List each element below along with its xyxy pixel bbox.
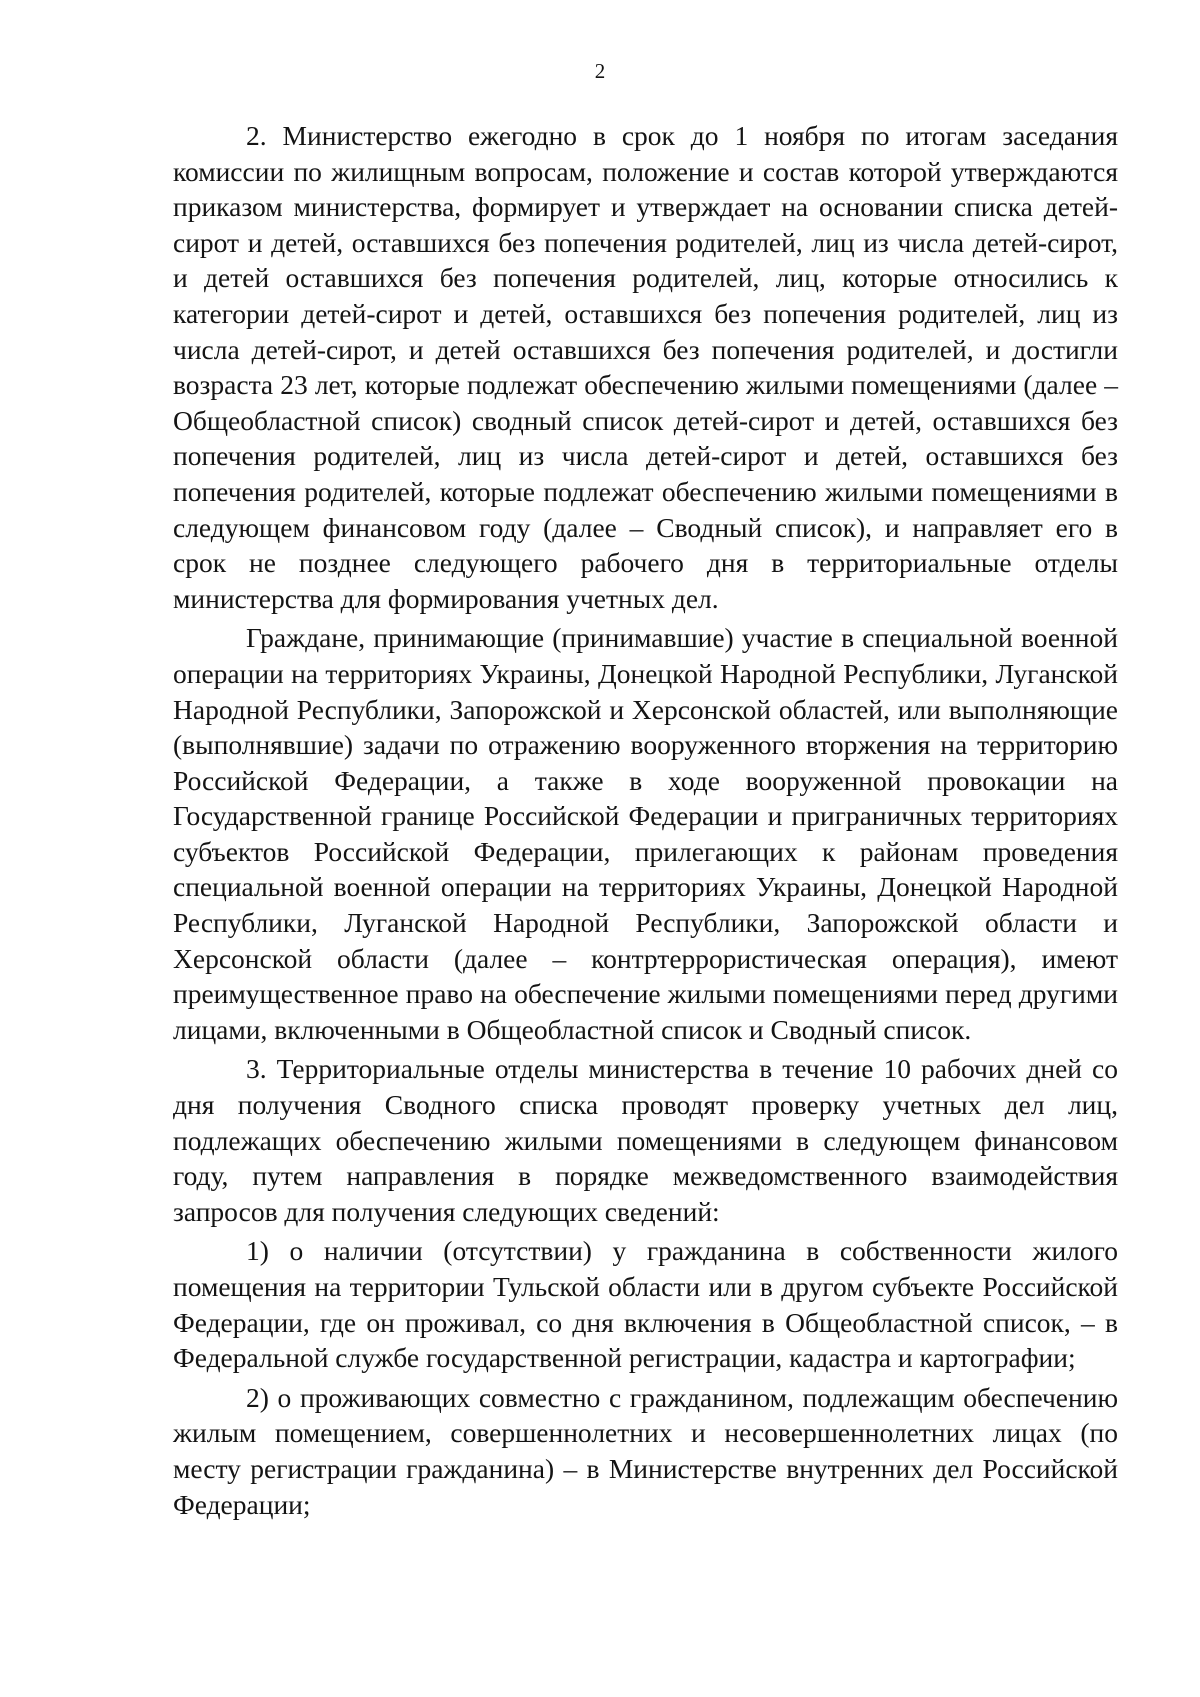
paragraph-subitem-1: 1) о наличии (отсутствии) у гражданина в собственности жилого помещения на территории Тульской области или в другом субъекте Российской Федерации, где он проживал, со дня включения в Общеобластной список, – в Федеральной службе государственной регистрации, кадастра и картографии; (173, 1235, 1118, 1374)
paragraph-subitem-2: 2) о проживающих совместно с гражданином, подлежащим обеспечению жилым помещением, совершеннолетних и несовершеннолетних лицах (по месту регистрации гражданина) – в Министерстве внутренних дел Российской Федерации; (173, 1381, 1118, 1520)
document-body (173, 118, 1118, 1522)
paragraph-item-3: 3. Территориальные отделы министерства в течение 10 рабочих дней со дня получения Сводного списка проводят проверку учетных дел лиц, подлежащих обеспечению жилыми помещениями в следующем финансовом году, путем направления в порядке межведомственного взаимодействия запросов для получения следующих сведений: (173, 1053, 1118, 1227)
page-number: 2 (594, 59, 606, 83)
paragraph-priority-right: Граждане, принимающие (принимавшие) участие в специальной военной операции на территориях Украины, Донецкой Народной Республики, Луганской Народной Республики, Запорожской и Херсонской областей, или выполняющие (выполнявшие) задачи по отражению вооруженного вторжения на территорию Российской Федерации, а также в ходе вооруженной провокации на Государственной границе Российской Федерации и приграничных территориях субъектов Российской Федерации, прилегающих к районам проведения специальной военной операции на территориях Украины, Донецкой Народной Республики, Луганской Народной Республики, Запорожской области и Херсонской области (далее – контртеррористическая операция), имеют преимущественное право на обеспечение жилыми помещениями перед другими лицами, включенными в Общеобластной список и Сводный список. (173, 622, 1118, 1045)
paragraph-item-2: 2. Министерство ежегодно в срок до 1 ноября по итогам заседания комиссии по жилищным вопросам, положение и состав которой утверждаются приказом министерства, формирует и утверждает на основании списка детей-сирот и детей, оставшихся без попечения родителей, лиц из числа детей-сирот, и детей оставшихся без попечения родителей, лиц, которые относились к категории детей-сирот и детей, оставшихся без попечения родителей, лиц из числа детей-сирот, и детей оставшихся без попечения родителей, и достигли возраста 23 лет, которые подлежат обеспечению жилыми помещениями (далее – Общеобластной список) сводный список детей-сирот и детей, оставшихся без попечения родителей, лиц из числа детей-сирот и детей, оставшихся без попечения родителей, которые подлежат обеспечению жилыми помещениями в следующем финансовом году (далее – Сводный список), и направляет его в срок не позднее следующего рабочего дня в территориальные отделы министерства для формирования учетных дел. (173, 120, 1118, 614)
